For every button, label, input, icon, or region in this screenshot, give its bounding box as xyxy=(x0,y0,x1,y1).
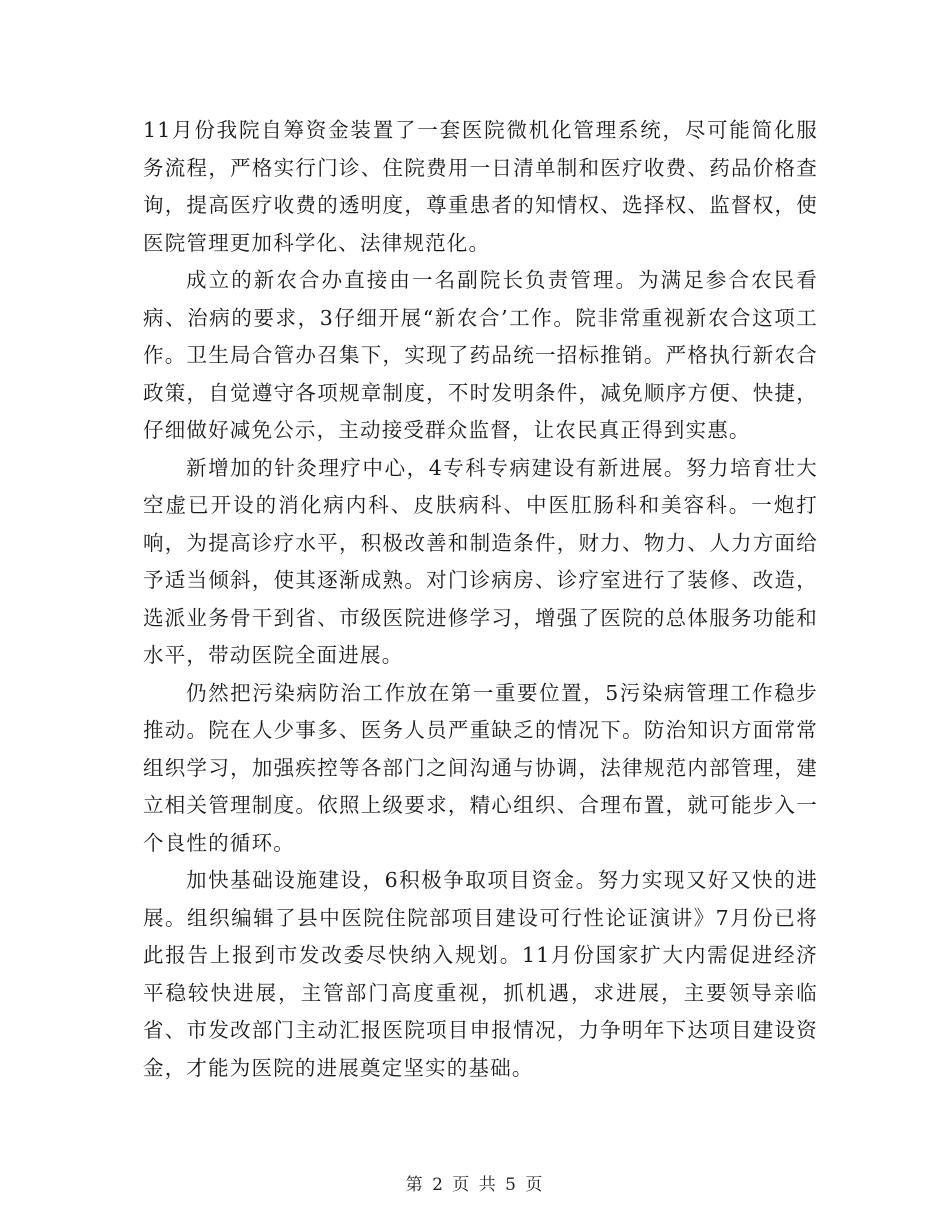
paragraph-2: 成立的新农合办直接由一名副院长负责管理。为满足参合农民看病、治病的要求，3仔细开展“新农合’工作。院非常重视新农合这项工作。卫生局合管办召集下，实现了药品统一招标推销。严格执行新农合政策，自觉遵守各项规章制度，不时发明条件，减免顺序方便、快捷，仔细做好减免公示，主动接受群众监督，让农民真正得到实惠。 xyxy=(143,268,818,442)
page-number-footer: 第 2 页 共 5 页 xyxy=(405,1175,545,1195)
paragraph-4: 仍然把污染病防治工作放在第一重要位置，5污染病管理工作稳步推动。院在人少事多、医务人员严重缺乏的情况下。防治知识方面常常组织学习，加强疾控等各部门之间沟通与协调，法律规范内部管理，建立相关管理制度。依照上级要求，精心组织、合理布置，就可能步入一个良性的循环。 xyxy=(143,680,818,855)
paragraph-1: 11月份我院自筹资金装置了一套医院微机化管理系统，尽可能简化服务流程，严格实行门诊、住院费用一日清单制和医疗收费、药品价格查询，提高医疗收费的透明度，尊重患者的知情权、选择权、监督权，使医院管理更加科学化、法律规范化。 xyxy=(143,118,818,255)
document-body xyxy=(143,112,818,1087)
paragraph-5: 加快基础设施建设，6积极争取项目资金。努力实现又好又快的进展。组织编辑了县中医院住院部项目建设可行性论证演讲》7月份已将此报告上报到市发改委尽快纳入规划。11月份国家扩大内需促进经济平稳较快进展，主管部门高度重视，抓机遇，求进展，主要领导亲临省、市发改部门主动汇报医院项目申报情况，力争明年下达项目建设资金，才能为医院的进展奠定坚实的基础。 xyxy=(143,868,818,1080)
paragraph-3: 新增加的针灸理疗中心，4专科专病建设有新进展。努力培育壮大空虚已开设的消化病内科、皮肤病科、中医肛肠科和美容科。一炮打响，为提高诊疗水平，积极改善和制造条件，财力、物力、人力方面给予适当倾斜，使其逐渐成熟。对门诊病房、诊疗室进行了装修、改造，选派业务骨干到省、市级医院进修学习，增强了医院的总体服务功能和水平，带动医院全面进展。 xyxy=(143,455,818,667)
